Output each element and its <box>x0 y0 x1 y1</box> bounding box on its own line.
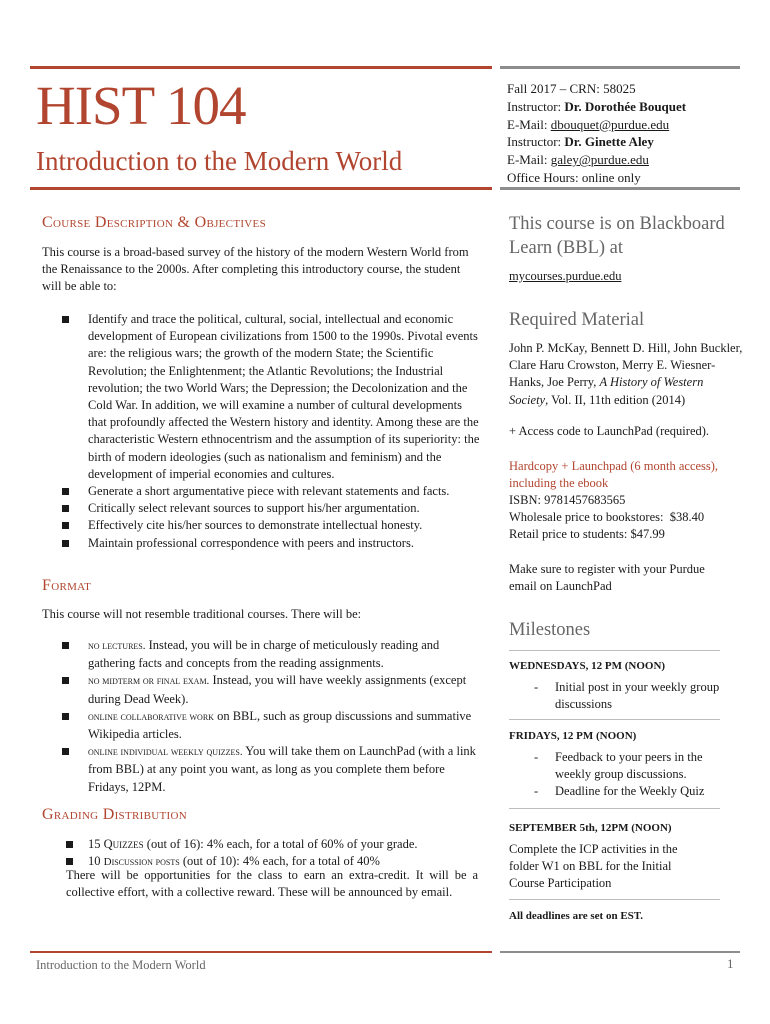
milestone-items <box>509 679 724 713</box>
milestone-items <box>509 749 724 800</box>
instructor-1-name: Dr. Dorothée Bouquet <box>564 98 687 114</box>
format-list <box>62 637 480 796</box>
wholesale-price: Wholesale price to bookstores: $38.40 <box>509 510 705 524</box>
milestone-day: WEDNESDAYS, 12 PM (NOON) <box>509 660 666 672</box>
instructor-2-name: Dr. Ginette Aley <box>564 134 654 150</box>
milestone-item: - Deadline for the Weekly Quiz <box>534 784 705 798</box>
header-rule-bottom-right <box>500 187 740 190</box>
retail-price: Retail price to students: $47.99 <box>509 527 665 541</box>
blackboard-heading: This course is on Blackboard Learn (BBL) at <box>509 214 725 258</box>
office-hours: Office Hours: online only <box>507 169 641 185</box>
isbn: ISBN: 9781457683565 <box>509 493 626 507</box>
grading-item: 10 Discussion posts (out of 10): 4% each, for a total of 40% <box>66 853 486 871</box>
page-number: 1 <box>727 956 734 971</box>
course-subtitle: Introduction to the Modern World <box>36 146 403 176</box>
course-info <box>507 80 757 187</box>
format-heading: Format <box>42 577 92 594</box>
instructor-2: Instructor: Dr. Ginette Aley <box>507 134 654 150</box>
footer-rule-right <box>500 951 740 953</box>
milestones-divider <box>509 650 720 651</box>
hardcopy-option: Hardcopy + Launchpad (6 month access), including the ebook <box>509 459 719 491</box>
milestone-item: - Initial post in your weekly group discussions <box>534 680 720 711</box>
format-item: online collaborative work on BBL, such as group discussions and summative Wikipedia articles. <box>62 708 480 743</box>
deadline-note: All deadlines are set on EST. <box>509 910 644 922</box>
objective-item: Critically select relevant sources to support his/her argumentation. <box>62 500 480 517</box>
required-material-heading: Required Material <box>509 310 645 330</box>
header-rule-right <box>500 66 740 69</box>
footer-rule-left <box>30 951 492 953</box>
milestones-heading: Milestones <box>509 620 591 640</box>
course-title: HIST 104 <box>36 75 246 136</box>
grading-note: There will be opportunities for the class to earn an extra-credit. It will be a collective effort, with a collective reward. These will be announced by email. <box>66 868 478 900</box>
term-crn: Fall 2017 – CRN: 58025 <box>507 81 636 96</box>
course-description-heading: Course Description & Objectives <box>42 214 266 231</box>
header-rule-left <box>30 66 492 69</box>
access-code: + Access code to LaunchPad (required). <box>509 424 710 438</box>
grading-item: 15 Quizzes (out of 16): 4% each, for a total of 60% of your grade. <box>66 836 486 853</box>
email-2-link[interactable]: galey@purdue.edu <box>550 152 649 168</box>
september-milestone-day: SEPTEMBER 5th, 12PM (NOON) <box>509 822 672 834</box>
milestone-item: - Feedback to your peers in the weekly group discussions. <box>534 750 703 781</box>
book-title: A History of Western Society <box>509 375 704 407</box>
email-1-link[interactable]: dbouquet@purdue.edu <box>550 116 670 132</box>
blackboard-link[interactable]: mycourses.purdue.edu <box>509 269 622 283</box>
objective-item: Maintain professional correspondence with peers and instructors. <box>62 535 480 552</box>
objectives-list <box>62 311 480 552</box>
footer-title: Introduction to the Modern World <box>36 958 206 972</box>
textbook-citation: John P. McKay, Bennett D. Hill, John Buckler, Clare Haru Crowston, Merry E. Wiesner-Hanks, Joe Perry, A History of Western Society, Vol. II, 11th edition (2014) <box>509 341 743 407</box>
format-intro: This course will not resemble traditional courses. There will be: <box>42 607 362 621</box>
objective-item: Generate a short argumentative piece with relevant statements and facts. <box>62 483 480 500</box>
course-description-intro: This course is a broad-based survey of the history of the modern Western World from the Renaissance to the 2000s. After completing this introductory course, the student will be able to: <box>42 245 469 294</box>
header-rule-bottom-left <box>30 187 492 190</box>
milestones-divider <box>509 899 720 900</box>
format-item: no lectures. Instead, you will be in charge of meticulously reading and gathering facts and concepts from the reading assignments. <box>62 637 480 672</box>
objective-item: Identify and trace the political, cultural, social, intellectual and economic development of European civilizations from 1500 to the 1990s. Pivotal events are: the religious wars; the growth of the modern State; the Scientific Revolution; the Enlightenment; the Atlantic Revolutions; the Industrial revolution; the two World Wars; the Depression; the Decolonization and the Cold War. In addition, we will examine a number of cultural developments that profoundly affected the Western history and identity. Among these are the characteristic Western ethnocentrism and the assumption of its superiority: the birth of modern ideologies (such as nationalism and feminism) and the development of imperial economies and cultures. <box>62 311 480 483</box>
milestone-day: FRIDAYS, 12 PM (NOON) <box>509 730 637 742</box>
email-2: E-Mail: galey@purdue.edu <box>507 152 649 168</box>
september-milestone-text: Complete the ICP activities in the folder W1 on BBL for the Initial Course Participation <box>509 842 678 891</box>
format-item: no midterm or final exam. Instead, you will have weekly assignments (except during Dead Week). <box>62 672 480 707</box>
register-note: Make sure to register with your Purdue email on LaunchPad <box>509 562 705 594</box>
format-item: online individual weekly quizzes. You will take them on LaunchPad (with a link from BBL) at any point you want, as long as you complete them before Fridays, 12PM. <box>62 743 480 796</box>
email-1: E-Mail: dbouquet@purdue.edu <box>507 116 670 132</box>
milestones-divider <box>509 808 720 809</box>
grading-heading: Grading Distribution <box>42 806 187 823</box>
instructor-1: Instructor: Dr. Dorothée Bouquet <box>507 98 687 114</box>
milestones-divider <box>509 719 720 720</box>
objective-item: Effectively cite his/her sources to demonstrate intellectual honesty. <box>62 517 480 534</box>
